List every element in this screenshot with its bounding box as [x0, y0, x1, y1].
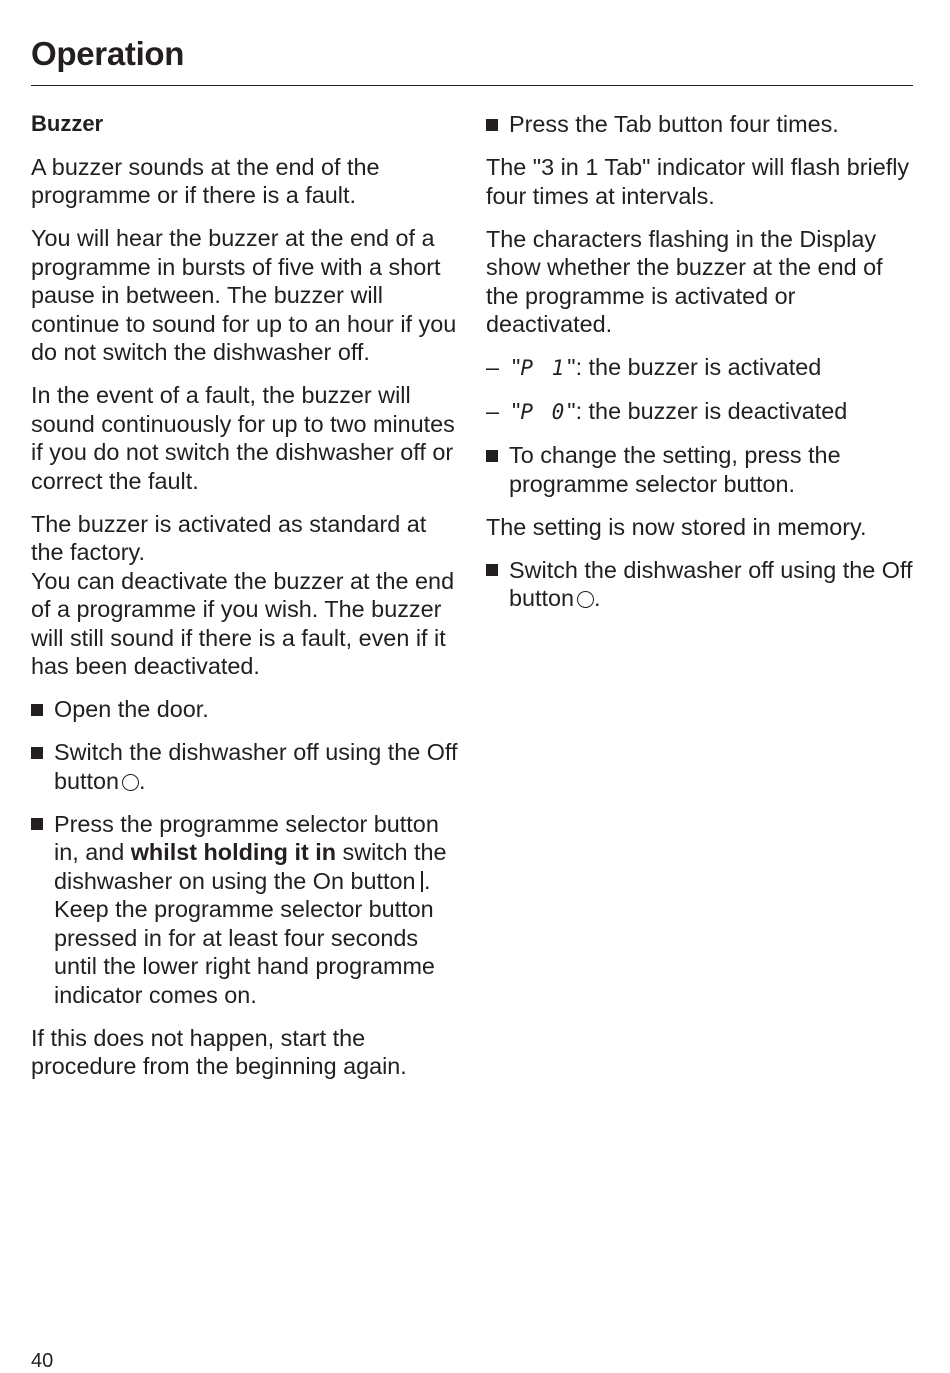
quote-close: "	[567, 354, 576, 380]
section-heading: Buzzer	[31, 111, 104, 136]
paragraph-tab-indicator: The "3 in 1 Tab" indicator will flash briefly four times at intervals.	[486, 154, 910, 209]
off-button-circle-icon	[122, 774, 139, 791]
paragraph-intro: A buzzer sounds at the end of the programme or if there is a fault.	[31, 153, 380, 208]
quote-close: "	[567, 398, 576, 424]
dash-marker: –	[486, 398, 500, 424]
step-emphasis: whilst holding it in	[130, 839, 337, 865]
square-bullet-icon	[31, 747, 43, 759]
square-bullet-icon	[486, 564, 498, 576]
step-open-door	[31, 695, 461, 724]
paragraph-deactivate: You can deactivate the buzzer at the end of a programme if you wish. The buzzer will still sound if there is a fault, even if it has been deactivated.	[31, 567, 455, 679]
quote-open: "	[512, 398, 521, 424]
step-change-setting	[486, 441, 916, 498]
on-button-line-icon	[421, 871, 424, 892]
step-text: To change the setting, press the programme selector button.	[509, 442, 841, 497]
step-switch-off-final	[486, 556, 916, 613]
display-code: P 1	[520, 356, 568, 380]
right-column	[486, 110, 916, 627]
step-text: Switch the dishwasher off using the Off button	[54, 739, 458, 794]
square-bullet-icon	[486, 450, 498, 462]
paragraph-fault: In the event of a fault, the buzzer will sound continuously for up to two minutes if you do not switch the dishwasher off or correct the fault.	[31, 382, 455, 494]
display-code: P 0	[520, 400, 568, 424]
step-text: Press the programme selector button in, and	[54, 810, 439, 865]
step-press-tab	[486, 110, 916, 139]
paragraph-retry: If this does not happen, start the procedure from the beginning again.	[31, 1024, 407, 1079]
paragraph-display-characters: The characters flashing in the Display show whether the buzzer at the end of the programme is activated or deactivated.	[486, 225, 883, 337]
page-title: Operation	[31, 35, 185, 72]
step-text-end: .	[139, 767, 146, 794]
step-text: Open the door.	[54, 696, 209, 722]
step-text: Press the Tab button four times.	[509, 111, 839, 137]
step-text-end: .	[594, 585, 601, 611]
step-text-continued: switch the dishwasher on using the On button	[54, 839, 447, 894]
square-bullet-icon	[31, 818, 43, 830]
square-bullet-icon	[31, 704, 43, 716]
paragraph-end-of-programme: You will hear the buzzer at the end of a programme in bursts of five with a short pause in between. The buzzer will continue to sound for up to an hour if you do not switch the dishwasher off.	[31, 225, 457, 365]
square-bullet-icon	[486, 119, 498, 131]
step-switch-off	[31, 738, 461, 795]
step-text-keep-pressed: Keep the programme selector button pressed in for at least four seconds until the lower right hand programme indicator comes on.	[54, 896, 435, 1008]
option-text: : the buzzer is activated	[575, 354, 822, 380]
paragraph-default-line: The buzzer is activated as standard at the factory.	[31, 510, 427, 565]
off-button-circle-icon	[577, 591, 594, 608]
quote-open: "	[512, 354, 521, 380]
left-column	[31, 110, 461, 1095]
paragraph-stored: The setting is now stored in memory.	[486, 513, 867, 540]
dash-marker: –	[486, 354, 500, 380]
step-press-selector	[31, 810, 461, 1010]
step-text: Switch the dishwasher off using the Off button	[509, 556, 913, 611]
paragraph-default-setting	[31, 510, 461, 681]
option-buzzer-activated	[486, 353, 916, 383]
option-buzzer-deactivated	[486, 397, 916, 427]
page-number: 40	[31, 1350, 54, 1372]
step-text-end: .	[424, 867, 431, 894]
option-text: : the buzzer is deactivated	[575, 398, 848, 424]
title-divider	[31, 85, 913, 86]
